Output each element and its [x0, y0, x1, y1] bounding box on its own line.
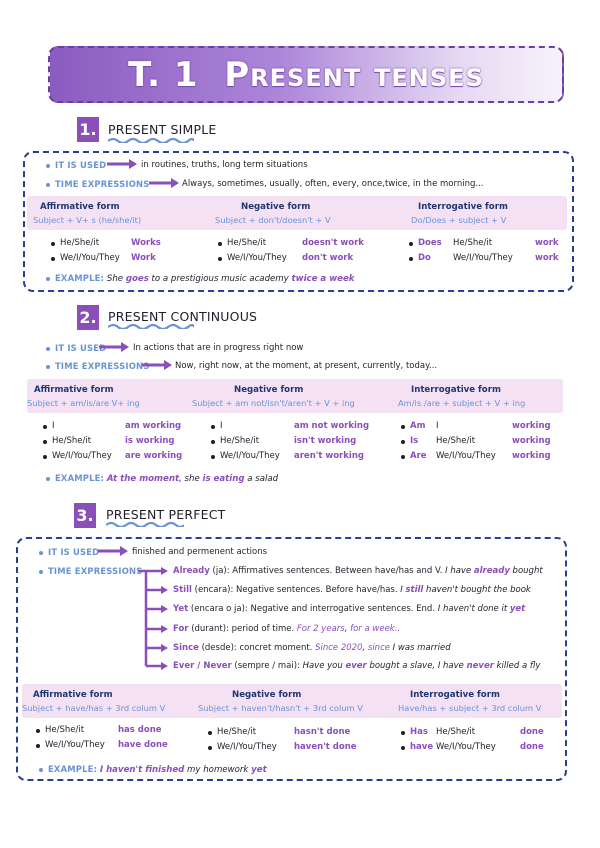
example-1: EXAMPLE: She goes to a prestigious music academy twice a week [55, 273, 355, 284]
neg-subj: He/She/it [220, 436, 260, 446]
aff-subj: He/She/it [60, 238, 100, 248]
neg-head-1: Negative form [241, 202, 311, 212]
int-verb: work [535, 238, 559, 248]
int-subj: We/I/You/They [436, 742, 496, 752]
arrow-icon [142, 360, 172, 370]
time-label-2: TIME EXPRESSIONS [55, 361, 150, 371]
example-2: EXAMPLE: At the moment, she is eating a salad [55, 473, 279, 484]
int-aux: Has [410, 727, 428, 737]
title-prefix: T. 1 [128, 54, 199, 95]
int-aux: Am [410, 421, 426, 431]
section-underline-3 [106, 521, 184, 527]
neg-subj: I [220, 421, 223, 431]
neg-subj: We/I/You/They [220, 451, 280, 461]
int-subj: We/I/You/They [436, 451, 496, 461]
used-label-1: IT IS USED [55, 160, 107, 170]
bracket-connector [136, 566, 172, 672]
expr-ever-never: Ever / Never (sempre / mai): Have you ever bought a slave, I have never killed a fly [173, 661, 541, 671]
int-subj: He/She/it [436, 727, 476, 737]
int-subj: I [436, 421, 439, 431]
neg-subj: He/She/it [217, 727, 257, 737]
neg-verb: haven't done [294, 742, 357, 752]
aff-subj: He/She/it [45, 725, 85, 735]
int-verb: done [520, 727, 544, 737]
used-text-1: in routines, truths, long term situations [141, 160, 308, 170]
aff-sub-3: Subject + have/has + 3rd colum V [22, 703, 166, 713]
neg-sub-1: Subject + don't/doesn't + V [215, 215, 331, 225]
example-label: EXAMPLE: [55, 473, 105, 483]
neg-subj: He/She/it [227, 238, 267, 248]
used-text-2: In actions that are in progress right now [133, 343, 304, 353]
aff-sub-2: Subject + am/is/are V+ ing [27, 398, 140, 408]
aff-verb: Work [131, 253, 156, 263]
aff-verb: have done [118, 740, 168, 750]
neg-sub-3: Subject + haven't/hasn't + 3rd colum V [198, 703, 363, 713]
int-sub-1: Do/Does + subject + V [411, 215, 507, 225]
neg-verb: don't work [302, 253, 354, 263]
time-text-1: Always, sometimes, usually, often, every, once,twice, in the morning... [182, 179, 484, 189]
int-head-3: Interrogative form [410, 690, 500, 700]
arrow-icon [99, 342, 129, 352]
aff-verb: am working [125, 421, 182, 431]
expr-already: Already (ja): Affirmatives sentences. Between have/has and V. I have already bought [173, 566, 543, 576]
int-aux: have [410, 742, 434, 752]
neg-verb: aren't working [294, 451, 364, 461]
section-number-1: 1. [77, 117, 99, 142]
aff-head-2: Affirmative form [34, 385, 114, 395]
int-head-1: Interrogative form [418, 202, 508, 212]
time-label-1: TIME EXPRESSIONS [55, 179, 150, 189]
arrow-icon [107, 159, 137, 169]
example-3: EXAMPLE: I haven't finished my homework yet [48, 764, 267, 775]
arrow-icon [98, 546, 128, 556]
neg-verb: hasn't done [294, 727, 351, 737]
int-aux: Is [410, 436, 419, 446]
aff-verb: has done [118, 725, 162, 735]
int-verb: work [535, 253, 559, 263]
neg-verb: am not working [294, 421, 370, 431]
section-number-2: 2. [77, 305, 99, 330]
expr-still: Still (encara): Negative sentences. Before have/has. I still haven't bought the book [173, 585, 531, 595]
int-head-2: Interrogative form [411, 385, 501, 395]
neg-verb: isn't working [294, 436, 357, 446]
title-main: Present tenses [224, 54, 484, 95]
aff-subj: We/I/You/They [52, 451, 112, 461]
aff-verb: is working [125, 436, 175, 446]
int-aux: Does [418, 238, 442, 248]
title-banner [48, 46, 564, 103]
section-title-3: PRESENT PERFECT [106, 507, 226, 522]
arrow-icon [149, 178, 179, 188]
int-subj: He/She/it [436, 436, 476, 446]
aff-verb: Works [131, 238, 161, 248]
int-subj: We/I/You/They [453, 253, 513, 263]
aff-subj: We/I/You/They [45, 740, 105, 750]
section-number-3: 3. [74, 503, 96, 528]
expr-for: For (durant): period of time. For 2 years, for a week.. [173, 624, 401, 634]
used-label-2: IT IS USED [55, 343, 107, 353]
section-title-1: PRESENT SIMPLE [108, 122, 217, 137]
int-verb: working [512, 436, 551, 446]
int-aux: Are [410, 451, 427, 461]
neg-head-3: Negative form [232, 690, 302, 700]
neg-sub-2: Subject + am not/isn't/aren't + V + ing [192, 398, 355, 408]
time-text-2: Now, right now, at the moment, at present, currently, today... [175, 361, 438, 371]
int-verb: working [512, 421, 551, 431]
used-label-3: IT IS USED [48, 547, 100, 557]
int-verb: done [520, 742, 544, 752]
section-title-2: PRESENT CONTINUOUS [108, 309, 258, 324]
neg-subj: We/I/You/They [227, 253, 287, 263]
int-sub-2: Am/is /are + subject + V + ing [398, 398, 526, 408]
neg-subj: We/I/You/They [217, 742, 277, 752]
page-title [128, 55, 484, 95]
aff-subj: We/I/You/They [60, 253, 120, 263]
int-subj: He/She/it [453, 238, 493, 248]
expr-since: Since (desde): concret moment. Since 2020, since I was married [173, 643, 451, 653]
neg-head-2: Negative form [234, 385, 304, 395]
aff-head-1: Affirmative form [40, 202, 120, 212]
section-underline-1 [108, 137, 194, 143]
example-label: EXAMPLE: [55, 273, 105, 283]
section-underline-2 [108, 323, 194, 329]
example-label: EXAMPLE: [48, 764, 98, 774]
used-text-3: finished and permenent actions [132, 547, 268, 557]
int-aux: Do [418, 253, 431, 263]
aff-sub-1: Subject + V+ s (he/she/it) [33, 215, 142, 225]
aff-head-3: Affirmative form [33, 690, 113, 700]
expr-yet: Yet (encara o ja): Negative and interrogative sentences. End. I haven't done it yet [173, 604, 526, 614]
time-label-3: TIME EXPRESSIONS [48, 566, 143, 576]
int-sub-3: Have/has + subject + 3rd colum V [398, 703, 542, 713]
aff-subj: I [52, 421, 55, 431]
aff-subj: He/She/it [52, 436, 92, 446]
int-verb: working [512, 451, 551, 461]
neg-verb: doesn't work [302, 238, 364, 248]
aff-verb: are working [125, 451, 183, 461]
